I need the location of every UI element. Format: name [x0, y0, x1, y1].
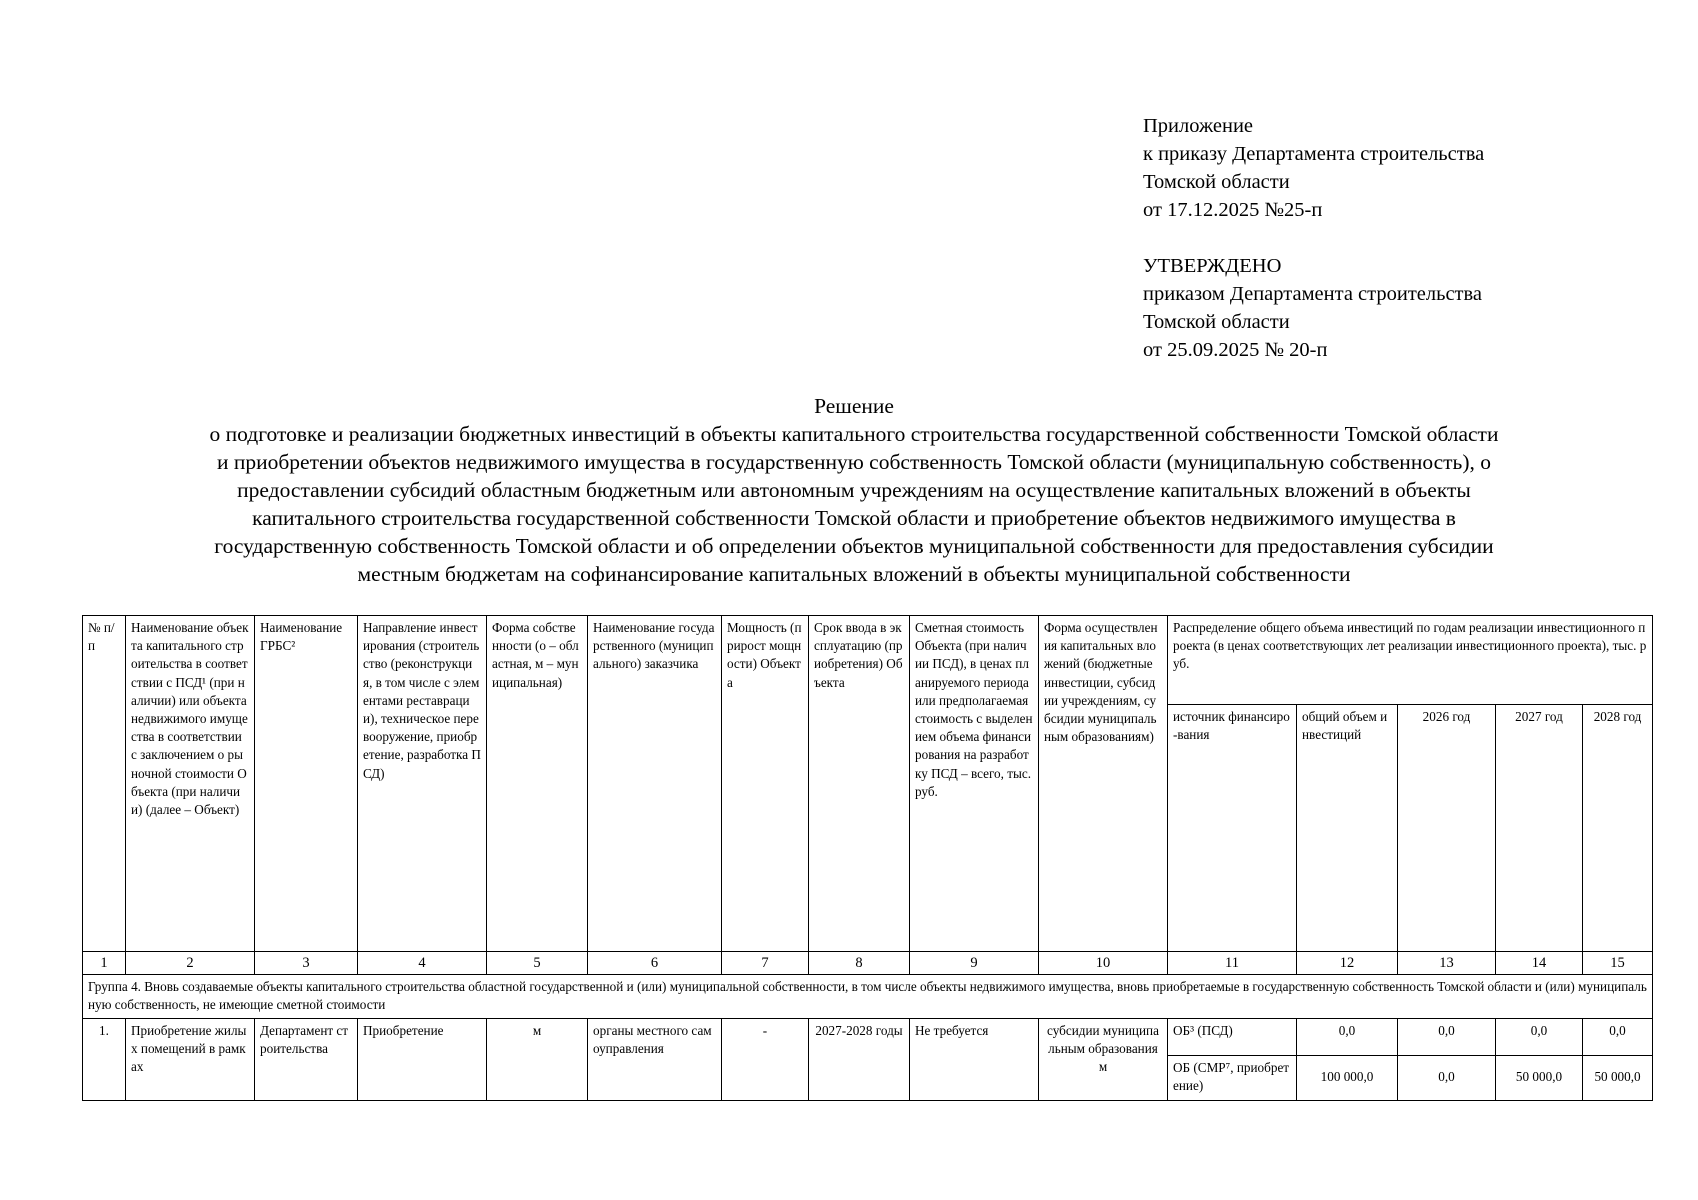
header-direction: Направление инвестирования (строительство (реконструкция, в том числе с элементами реставрации), техническое перевооружение, приобретение, разработка ПСД)	[358, 616, 487, 952]
row-2028-cell	[1583, 1018, 1653, 1100]
approved-label: УТВЕРЖДЕНО	[1143, 255, 1282, 277]
fin-source: ОБ (СМР⁷, приобретение)	[1168, 1055, 1296, 1100]
row-cost: Не требуется	[910, 1018, 1039, 1100]
row-term: 2027-2028 годы	[809, 1018, 910, 1100]
approved-date: от 25.09.2025 № 20-п	[1143, 339, 1328, 361]
header-distribution: Распределение общего объема инвестиций по годам реализации инвестиционного проекта (в ценах соответствующих лет реализации инвестиционного проекта), тыс. руб.	[1168, 616, 1653, 705]
colnum: 1	[83, 952, 126, 975]
to-order-text: к приказу Департамента строительства	[1143, 143, 1485, 165]
decision-line: капитального строительства государственной собственности Томской области и приобретение объектов недвижимого имущества в	[252, 506, 1456, 530]
colnum: 11	[1168, 952, 1297, 975]
investment-table	[82, 615, 1653, 1101]
row-2026-cell	[1398, 1018, 1496, 1100]
decision-heading	[100, 392, 1608, 588]
fin-2026: 0,0	[1438, 1022, 1455, 1038]
header-2028: 2028 год	[1583, 705, 1653, 952]
row-ownership: м	[487, 1018, 588, 1100]
fin-2027: 0,0	[1530, 1022, 1548, 1038]
colnum: 10	[1039, 952, 1168, 975]
header-ownership: Форма собственности (о – областная, м – муниципальная)	[487, 616, 588, 952]
column-numbers-row	[83, 952, 1653, 975]
fin-total: 0,0	[1338, 1022, 1356, 1038]
header-2027: 2027 год	[1496, 705, 1583, 952]
header-grbs: Наименование ГРБС²	[255, 616, 358, 952]
fin-2028: 50 000,0	[1583, 1055, 1652, 1093]
header-cost: Сметная стоимость Объекта (при наличии ПСД), в ценах планируемого периода или предполагаемая стоимость с выделением объема финансирования на разработку ПСД – всего, тыс. руб.	[910, 616, 1039, 952]
colnum: 12	[1297, 952, 1398, 975]
group-row	[83, 975, 1653, 1018]
row-total-cell	[1297, 1018, 1398, 1100]
approval-block	[1143, 112, 1623, 364]
header-source: источник финансиро-вания	[1168, 705, 1297, 952]
decision-title: Решение	[814, 394, 894, 418]
header-term: Срок ввода в эксплуатацию (приобретения) Объекта	[809, 616, 910, 952]
decision-line: о подготовке и реализации бюджетных инвестиций в объекты капитального строительства государственной собственности Томской области	[209, 422, 1499, 446]
region-text-2: Томской области	[1143, 311, 1290, 333]
colnum: 14	[1496, 952, 1583, 975]
row-num: 1.	[83, 1018, 126, 1100]
row-grbs: Департамент строительства	[255, 1018, 358, 1100]
header-2026: 2026 год	[1398, 705, 1496, 952]
colnum: 4	[358, 952, 487, 975]
colnum: 3	[255, 952, 358, 975]
fin-source: ОБ³ (ПСД)	[1173, 1022, 1233, 1038]
row-source-cell	[1168, 1018, 1297, 1100]
header-num: № п/п	[83, 616, 126, 952]
fin-2026: 0,0	[1398, 1055, 1495, 1093]
by-order-text: приказом Департамента строительства	[1143, 283, 1483, 305]
row-object-name: Приобретение жилых помещений в рамках	[126, 1018, 255, 1100]
fin-2028: 0,0	[1609, 1022, 1626, 1038]
colnum: 13	[1398, 952, 1496, 975]
decision-line: государственную собственность Томской области и об определении объектов муниципальной собственности для предоставления субсидии	[214, 534, 1494, 558]
colnum: 6	[588, 952, 722, 975]
header-capacity: Мощность (прирост мощности) Объекта	[722, 616, 809, 952]
decision-line: и приобретении объектов недвижимого имущества в государственную собственность Томской области (муниципальную собственность), о	[216, 450, 1492, 474]
spacer	[1143, 224, 1623, 252]
group-title: Группа 4. Вновь создаваемые объекты капитального строительства областной государственной и (или) муниципальной собственности, в том числе объекты недвижимого имущества, вновь приобретаемые в государственную собственность Томской области и (или) муниципальную собственность, не имеющие сметной стоимости	[83, 975, 1653, 1018]
colnum: 5	[487, 952, 588, 975]
colnum: 8	[809, 952, 910, 975]
fin-2027: 50 000,0	[1496, 1055, 1582, 1093]
fin-total: 100 000,0	[1297, 1055, 1397, 1093]
header-object-name: Наименование объекта капитального строительства в соответствии с ПСД¹ (при наличии) или объекта недвижимого имущества в соответствии с заключением о рыночной стоимости Объекта (при наличии) (далее – Объект)	[126, 616, 255, 952]
colnum: 7	[722, 952, 809, 975]
table-row	[83, 1018, 1653, 1100]
header-total: общий объем инвестиций	[1297, 705, 1398, 952]
region-text: Томской области	[1143, 171, 1290, 193]
order-date: от 17.12.2025 №25-п	[1143, 199, 1323, 221]
decision-line: предоставлении субсидий областным бюджетным или автономным учреждениям на осуществление капитальных вложений в объекты	[237, 478, 1471, 502]
row-form: субсидии муниципальным образованиям	[1039, 1018, 1168, 1100]
header-row	[83, 616, 1653, 705]
colnum: 9	[910, 952, 1039, 975]
colnum: 15	[1583, 952, 1653, 975]
row-capacity: -	[722, 1018, 809, 1100]
row-2027-cell	[1496, 1018, 1583, 1100]
row-customer: органы местного самоуправления	[588, 1018, 722, 1100]
header-customer: Наименование государственного (муниципального) заказчика	[588, 616, 722, 952]
header-form: Форма осуществления капитальных вложений (бюджетные инвестиции, субсидии учреждениям, субсидии муниципальным образованиям)	[1039, 616, 1168, 952]
appendix-label: Приложение	[1143, 115, 1254, 137]
decision-line: местным бюджетам на софинансирование капитальных вложений в объекты муниципальной собственности	[357, 562, 1351, 586]
row-direction: Приобретение	[358, 1018, 487, 1100]
colnum: 2	[126, 952, 255, 975]
